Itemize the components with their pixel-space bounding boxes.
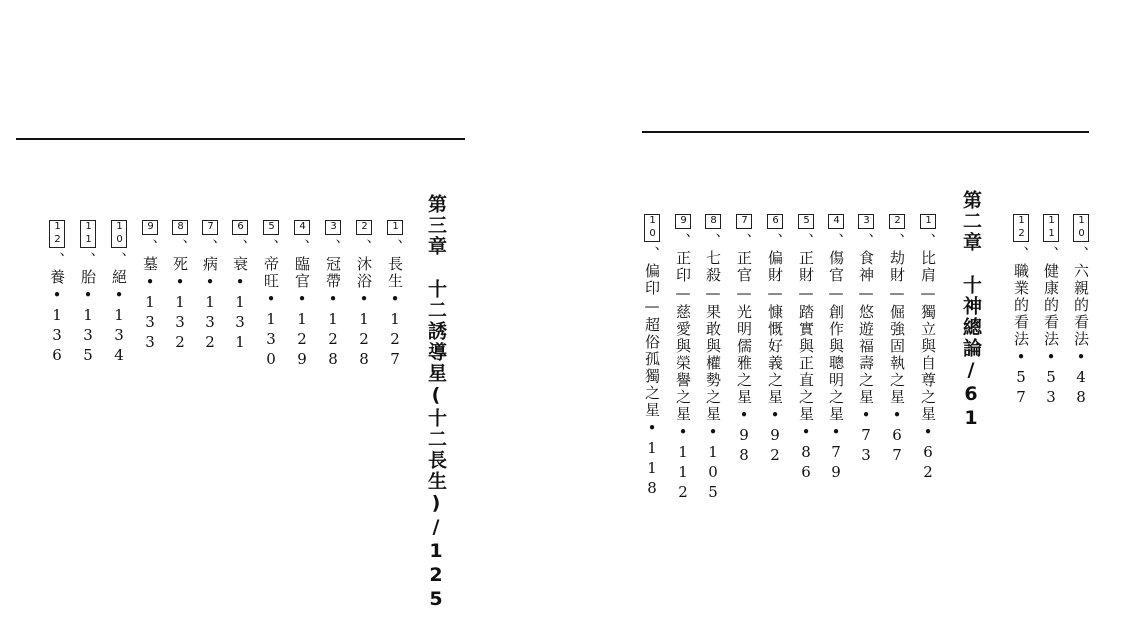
item-number-badge: 10 <box>644 214 660 242</box>
toc-entry <box>917 214 939 483</box>
item-number-badge: 2 <box>356 220 372 235</box>
toc-entry-text: 、偏財—慷慨好義之星•92 <box>766 233 784 466</box>
toc-entry-text: 、六親的看法•48 <box>1072 246 1090 408</box>
toc-entry-text: 、絕•134 <box>110 252 128 366</box>
toc-entry <box>1070 214 1092 408</box>
toc-entry-text: 、臨官•129 <box>293 239 311 370</box>
page-rule-left <box>16 138 465 140</box>
toc-entry <box>855 214 877 466</box>
chapter-title: 十二誘導星(十二長生)/125 <box>425 279 447 612</box>
item-number-badge: 11 <box>1043 214 1059 242</box>
item-number-badge: 2 <box>889 214 905 229</box>
item-number-badge: 5 <box>263 220 279 235</box>
chapter-label: 第三章 <box>425 194 447 257</box>
toc-entry-text: 、七殺—果敢與權勢之星•105 <box>704 233 722 503</box>
toc-entry <box>77 220 99 366</box>
item-number-badge: 10 <box>1073 214 1089 242</box>
item-number-badge: 4 <box>294 220 310 235</box>
toc-entry-text: 、沐浴•128 <box>355 239 373 370</box>
item-number-badge: 8 <box>705 214 721 229</box>
toc-entry <box>322 220 344 370</box>
toc-entry-text: 、正印—慈愛與榮譽之星•112 <box>674 233 692 503</box>
page-rule-right <box>642 131 1089 133</box>
item-number-badge: 1 <box>387 220 403 235</box>
toc-entry-text: 、冠帶•128 <box>324 239 342 370</box>
item-number-badge: 12 <box>1013 214 1029 242</box>
toc-entry-text: 、正財—踏實與正直之星•86 <box>797 233 815 483</box>
toc-entry-text: 、長生•127 <box>386 239 404 370</box>
chapter-title: 十神總論/61 <box>960 275 982 431</box>
item-number-badge: 12 <box>49 220 65 248</box>
item-number-badge: 5 <box>798 214 814 229</box>
item-number-badge: 9 <box>675 214 691 229</box>
toc-entry <box>291 220 313 370</box>
toc-entry-text: 、胎•135 <box>79 252 97 366</box>
toc-entry <box>108 220 130 366</box>
toc-entry-text: 、死•132 <box>171 239 189 353</box>
toc-entry-text: 、健康的看法•53 <box>1042 246 1060 408</box>
toc-entry-text: 、職業的看法•57 <box>1012 246 1030 408</box>
item-number-badge: 8 <box>172 220 188 235</box>
item-number-badge: 6 <box>767 214 783 229</box>
toc-entry <box>1010 214 1032 408</box>
toc-entry-text: 、食神—悠遊福壽之星•73 <box>857 233 875 466</box>
toc-entry <box>384 220 406 370</box>
item-number-badge: 6 <box>232 220 248 235</box>
toc-entry <box>46 220 68 366</box>
chapter-heading-2 <box>960 190 982 431</box>
toc-entry <box>702 214 724 503</box>
toc-entry-text: 、偏印—超俗孤獨之星•118 <box>643 246 661 499</box>
chapter-heading-3 <box>425 194 447 612</box>
item-number-badge: 1 <box>920 214 936 229</box>
toc-entry-text: 、傷官—創作與聰明之星•79 <box>827 233 845 483</box>
toc-entry <box>353 220 375 370</box>
toc-entry <box>733 214 755 466</box>
toc-entry <box>199 220 221 353</box>
item-number-badge: 3 <box>858 214 874 229</box>
item-number-badge: 3 <box>325 220 341 235</box>
toc-entry-text: 、正官—光明儒雅之星•98 <box>735 233 753 466</box>
item-number-badge: 11 <box>80 220 96 248</box>
toc-entry-text: 、養•136 <box>48 252 66 366</box>
toc-entry-text: 、墓•133 <box>141 239 159 353</box>
toc-entry-text: 、比肩—獨立與自尊之星•62 <box>919 233 937 483</box>
toc-entry <box>764 214 786 466</box>
toc-entry-text: 、病•132 <box>201 239 219 353</box>
toc-entry-text: 、劫財—倔強固執之星•67 <box>888 233 906 466</box>
toc-entry <box>229 220 251 353</box>
toc-entry <box>260 220 282 370</box>
toc-entry <box>139 220 161 353</box>
toc-entry <box>825 214 847 483</box>
item-number-badge: 4 <box>828 214 844 229</box>
toc-entry <box>795 214 817 483</box>
toc-entry-text: 、衰•131 <box>231 239 249 353</box>
item-number-badge: 7 <box>736 214 752 229</box>
toc-entry <box>886 214 908 466</box>
item-number-badge: 7 <box>202 220 218 235</box>
item-number-badge: 9 <box>142 220 158 235</box>
toc-entry-text: 、帝旺•130 <box>262 239 280 370</box>
item-number-badge: 10 <box>111 220 127 248</box>
toc-entry <box>641 214 663 499</box>
toc-entry <box>169 220 191 353</box>
toc-entry <box>672 214 694 503</box>
chapter-label: 第二章 <box>960 190 982 253</box>
toc-entry <box>1040 214 1062 408</box>
